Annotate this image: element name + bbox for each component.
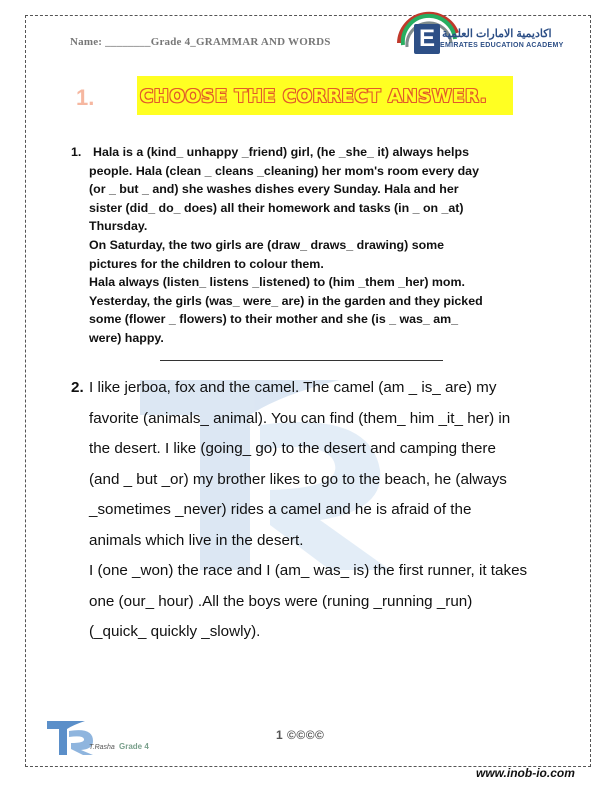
section-title: CHOOSE THE CORRECT ANSWER. bbox=[140, 86, 488, 107]
question-2-line: I like jerboa, fox and the camel. The camel (am _ is_ are) my bbox=[89, 379, 497, 396]
question-1-line: Thursday. bbox=[89, 219, 148, 234]
question-1-line: Hala is a (kind_ unhappy _friend) girl, (he _she_ it) always helps bbox=[93, 145, 469, 159]
footer-tr-logo bbox=[45, 717, 97, 757]
divider-line bbox=[160, 360, 443, 361]
question-1-line: (or _ but _ and) she washes dishes every Sunday. Hala and her bbox=[89, 182, 459, 197]
question-2-number: 2. bbox=[71, 379, 84, 396]
question-1-line: pictures for the children to colour them. bbox=[89, 256, 324, 271]
question-2-line: favorite (animals_ animal). You can find (them_ him _it_ her) in bbox=[89, 409, 511, 427]
question-2-line: I (one _won) the race and I (am_ was_ is) the first runner, it takes bbox=[89, 562, 528, 579]
question-2 bbox=[71, 373, 551, 648]
question-1-line: On Saturday, the two girls are (draw_ draws_ drawing) some bbox=[89, 237, 445, 252]
question-2-line: the desert. I like (going_ go) to the desert and camping there bbox=[89, 440, 496, 457]
question-1 bbox=[71, 143, 541, 348]
name-grade-header: Name: ________Grade 4_GRAMMAR AND WORDS bbox=[70, 36, 331, 48]
question-1-line: sister (did_ do_ does) all their homework and tasks (in _ on _at) bbox=[89, 200, 464, 215]
academy-name-arabic: اكاديمية الامارات العلمية bbox=[442, 28, 552, 40]
footer-author: T.Rasha bbox=[89, 744, 115, 751]
academy-name-english: EMIRATES EDUCATION ACADEMY bbox=[440, 42, 564, 49]
section-number: 1. bbox=[76, 85, 95, 110]
page-number: 1 ©©©© bbox=[276, 728, 325, 742]
question-1-line: Yesterday, the girls (was_ were_ are) in the garden and they picked bbox=[89, 293, 483, 308]
website-link[interactable]: www.inob-io.com bbox=[476, 766, 575, 780]
question-2-line: (and _ but _or) my brother likes to go to the beach, he (always bbox=[89, 470, 507, 488]
question-1-line: some (flower _ flowers) to their mother and she (is _ was_ am_ bbox=[89, 312, 459, 327]
question-2-line: animals which live in the desert. bbox=[89, 531, 304, 549]
question-2-line: (_quick_ quickly _slowly). bbox=[89, 623, 261, 640]
question-2-line: one (our_ hour) .All the boys were (runing _running _run) bbox=[89, 592, 473, 610]
question-1-number: 1. bbox=[71, 145, 82, 159]
question-1-line: people. Hala (clean _ cleans _cleaning) her mom's room every day bbox=[89, 163, 479, 178]
question-1-line: Hala always (listen_ listens _listened) to (him _them _her) mom. bbox=[89, 275, 465, 290]
footer-grade: Grade 4 bbox=[119, 742, 149, 751]
question-2-line: _sometimes _never) rides a camel and he is afraid of the bbox=[89, 501, 472, 518]
question-1-line: were) happy. bbox=[89, 330, 164, 345]
academy-logo-e: E bbox=[414, 24, 440, 54]
